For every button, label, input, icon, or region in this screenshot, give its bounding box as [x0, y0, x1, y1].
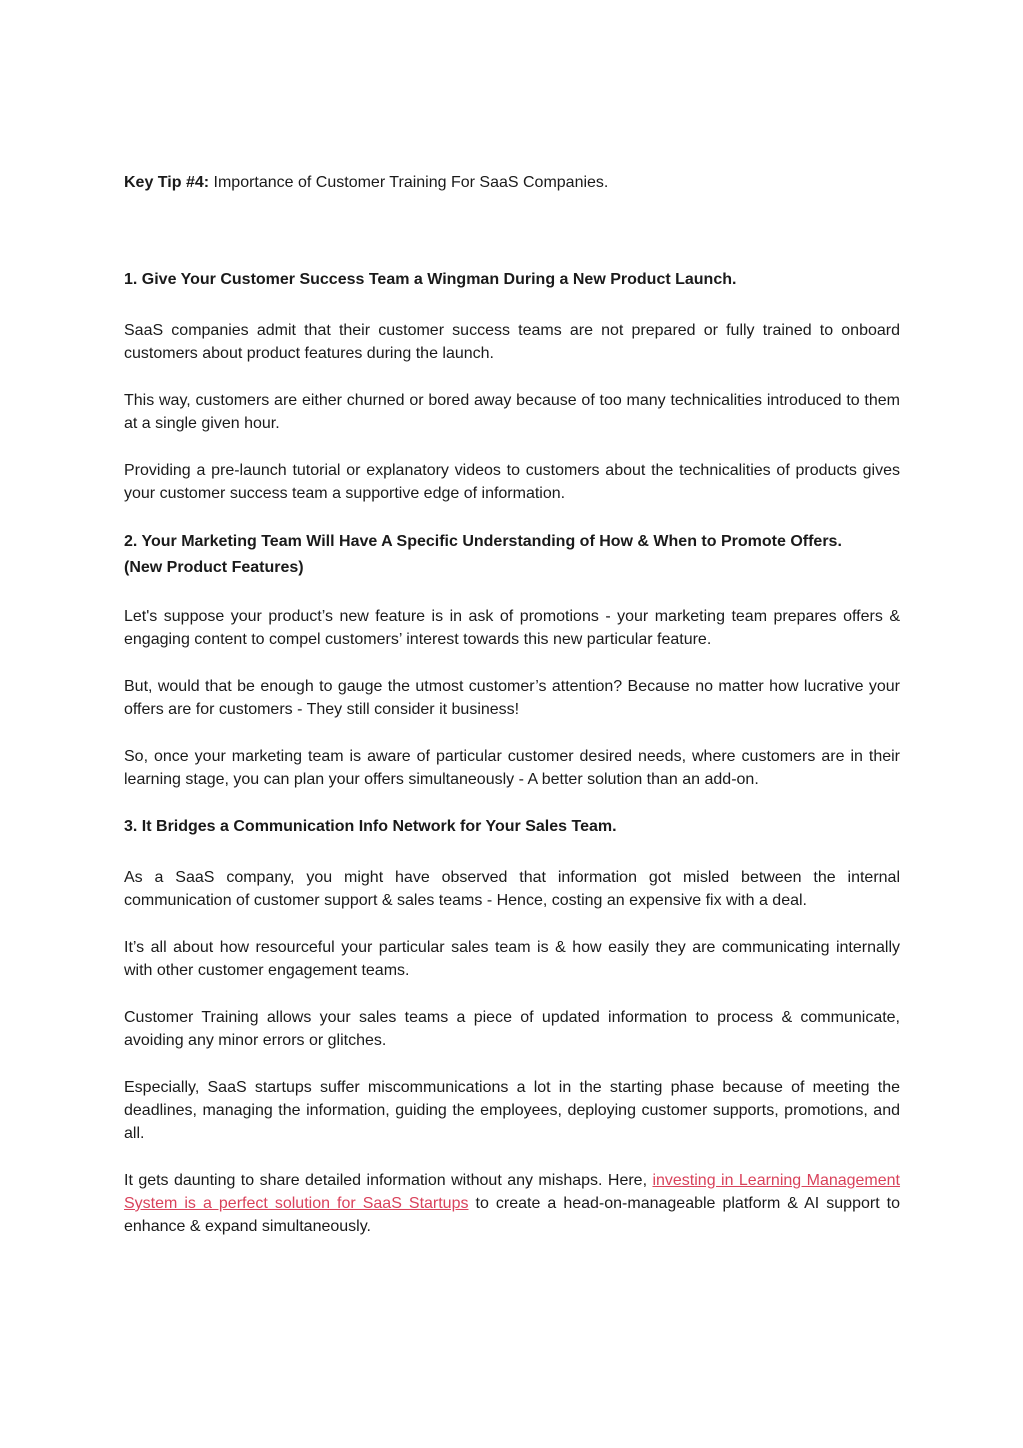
- key-tip-label: Key Tip #4:: [124, 174, 210, 191]
- key-tip-line: [124, 171, 900, 194]
- section-1-paragraph-2: This way, customers are either churned or bored away because of too many technicalities introduced to them at a single given hour.: [124, 392, 900, 432]
- section-1-paragraph-1: SaaS companies admit that their customer success teams are not prepared or fully trained to onboard customers about product features during the launch.: [124, 322, 900, 362]
- section-2-heading-line-2: (New Product Features): [124, 559, 304, 576]
- key-tip-text: Importance of Customer Training For SaaS Companies.: [209, 174, 609, 191]
- lms-solution-link[interactable]: investing in Learning Management System is a perfect solution for SaaS Startups: [124, 1172, 901, 1212]
- section-2-heading: [124, 529, 900, 581]
- section-3-paragraph-5-after: to create a head-on-manageable platform & AI support to enhance & expand simultaneously.: [124, 1195, 901, 1235]
- section-3-paragraph-1: As a SaaS company, you might have observed that information got misled between the internal communication of customer support & sales teams - Hence, costing an expensive fix with a deal.: [124, 869, 900, 909]
- section-2-heading-line-1: 2. Your Marketing Team Will Have A Specific Understanding of How & When to Promote Offers.: [124, 533, 842, 550]
- document-page: [124, 171, 900, 1238]
- section-3-paragraph-2: It’s all about how resourceful your particular sales team is & how easily they are communicating internally with other customer engagement teams.: [124, 939, 900, 979]
- section-3-heading: 3. It Bridges a Communication Info Network for Your Sales Team.: [124, 818, 617, 835]
- section-1-paragraph-3: Providing a pre-launch tutorial or explanatory videos to customers about the technicalities of products gives your customer success team a supportive edge of information.: [124, 462, 900, 502]
- section-3-paragraph-5: [124, 1169, 900, 1238]
- section-1-heading: 1. Give Your Customer Success Team a Wingman During a New Product Launch.: [124, 271, 737, 288]
- section-2-paragraph-3: So, once your marketing team is aware of particular customer desired needs, where customers are in their learning stage, you can plan your offers simultaneously - A better solution than an add-on.: [124, 748, 900, 788]
- section-3-paragraph-5-before: It gets daunting to share detailed information without any mishaps. Here,: [124, 1172, 653, 1189]
- section-3-paragraph-4: Especially, SaaS startups suffer miscommunications a lot in the starting phase because of meeting the deadlines, managing the information, guiding the employees, deploying customer supports, promotions, and all.: [124, 1079, 900, 1142]
- section-2-paragraph-2: But, would that be enough to gauge the utmost customer’s attention? Because no matter how lucrative your offers are for customers - They still consider it business!: [124, 678, 900, 718]
- section-2-paragraph-1: Let's suppose your product’s new feature is in ask of promotions - your marketing team prepares offers & engaging content to compel customers’ interest towards this new particular feature.: [124, 608, 900, 648]
- section-3-paragraph-3: Customer Training allows your sales teams a piece of updated information to process & communicate, avoiding any minor errors or glitches.: [124, 1009, 900, 1049]
